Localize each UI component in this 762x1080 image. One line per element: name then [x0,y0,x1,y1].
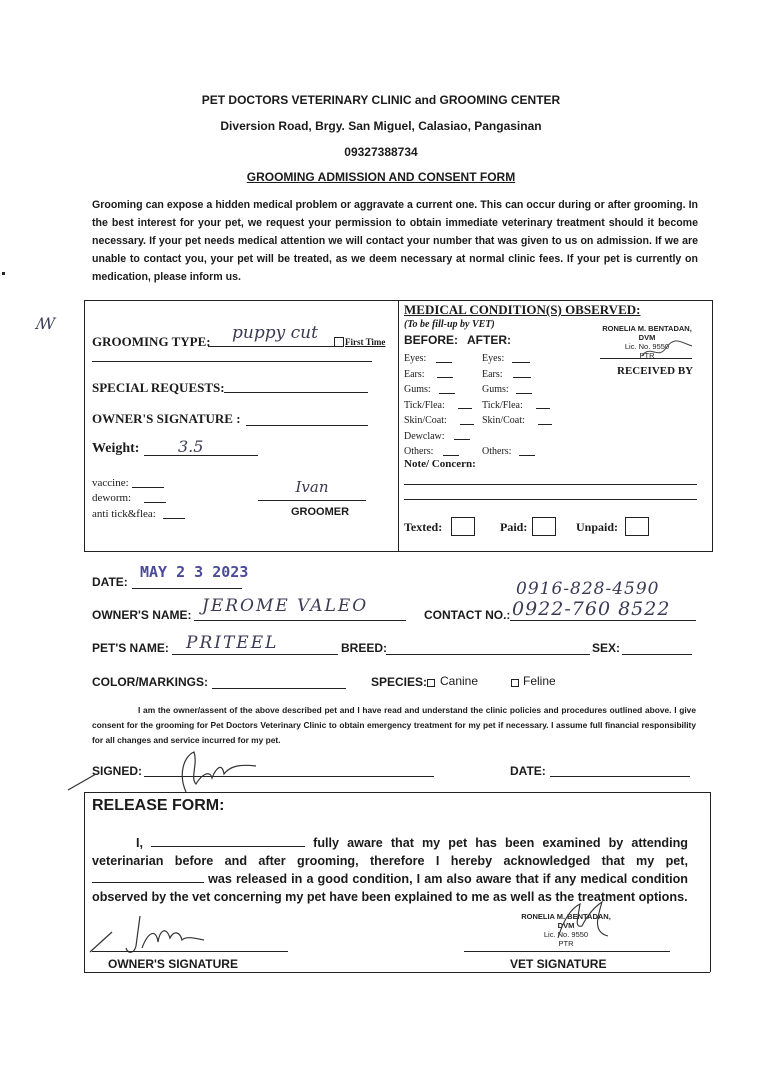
release-name-field[interactable] [151,834,305,847]
after-list [482,351,525,460]
clinic-address: Diversion Road, Brgy. San Miguel, Calasiao, Pangasinan [220,119,542,133]
after-ears-field[interactable] [513,377,531,378]
release-pet-field[interactable] [92,870,204,883]
owner-name-value: JEROME VALEO [202,596,369,616]
note-label: Note/ Concern: [404,458,476,470]
clinic-phone: 09327388734 [344,145,418,159]
after-item: Ears: [482,368,503,380]
received-by-line[interactable] [600,358,692,359]
before-others-field[interactable] [443,455,459,456]
paid-checkbox[interactable] [532,517,556,536]
before-list [404,351,447,460]
after-gums-field[interactable] [516,393,532,394]
medical-subtitle: (To be fill-up by VET) [404,319,495,330]
contact-value-1: 0916-828-4590 [516,579,660,599]
vaccine-field[interactable] [132,487,164,488]
before-item: Ears: [404,368,425,380]
before-eyes-field[interactable] [436,362,452,363]
feline-label: Feline [523,674,556,688]
unpaid-checkbox[interactable] [625,517,649,536]
color-markings-field[interactable] [212,688,346,689]
date-field[interactable] [132,588,242,589]
release-owner-signature-mark [86,912,216,956]
release-text-3: was released in a good condition, I am also aware that if any medical condition observed by the vet concerning my pet have been explained to me as well as the treatment options. [92,872,688,904]
owner-name-field[interactable] [194,620,406,621]
before-gums-field[interactable] [439,393,455,394]
after-item: Tick/Flea: [482,399,523,411]
release-right-border [710,792,711,972]
release-owner-signature-line[interactable] [92,951,288,952]
note-line-2[interactable] [404,499,697,500]
after-eyes-field[interactable] [512,362,530,363]
canine-checkbox[interactable] [427,679,435,687]
release-stamp-lic: Lic. No. 9550 [543,930,589,939]
after-skin-field[interactable] [538,424,552,425]
release-vet-signature-line[interactable] [464,951,670,952]
consent-paragraph: I am the owner/assent of the above described pet and I have read and understand the clinic policies and procedures outlined above. I give consent for the grooming for Pet Doctors Veterinary Clinic to obtain emergency treatment for my pet if necessary. I assume full financial responsibility for all changes and service incurred for my pet. [92,705,696,745]
date-label: DATE: [92,575,128,589]
antitick-field[interactable] [163,518,185,519]
date2-label: DATE: [510,764,546,778]
signed-label: SIGNED: [92,764,143,778]
after-others-field[interactable] [519,455,535,456]
date2-field[interactable] [550,776,690,777]
after-item: Eyes: [482,353,505,364]
vaccine-label: vaccine: [92,477,129,489]
before-item: Eyes: [404,353,427,364]
stamp-ptr: PTR [639,351,655,360]
clinic-name: PET DOCTORS VETERINARY CLINIC and GROOMING CENTER [201,93,561,107]
release-owner-signature-label: OWNER'S SIGNATURE [108,957,238,971]
groomer-field[interactable] [258,500,366,501]
intro-paragraph: Grooming can expose a hidden medical problem or aggravate a current one. This can occur during or after grooming. In the best interest for your pet, we request your permission to obtain immediate veterinary treatment should it become necessary. If your pet needs medical attention we will contact your number that was given to us on admission. If we are unable to contact you, your pet will be treated, as we deem necessary at normal clinic fees. If your pet is currently on medication, please inform us. [92,199,698,283]
texted-label: Texted: [404,520,443,534]
weight-label: Weight: [92,441,140,456]
received-by-label: RECEIVED BY [617,365,694,377]
before-item: Others: [404,446,434,457]
release-top-border [84,792,710,793]
release-stamp-name: RONELIA M. BENTADAN, DVM [521,912,611,930]
texted-checkbox[interactable] [451,517,475,536]
pet-name-field[interactable] [172,654,338,655]
note-line-1[interactable] [404,484,697,485]
groomer-value: Ivan [295,478,329,496]
unpaid-label: Unpaid: [576,520,619,534]
first-time-checkbox[interactable] [334,337,344,347]
special-requests-field[interactable] [224,392,368,393]
after-item: Skin/Coat: [482,415,525,426]
pet-name-label: PET'S NAME: [92,641,169,655]
release-vet-signature-mark [552,898,614,946]
medical-title: MEDICAL CONDITION(S) OBSERVED: [404,302,641,317]
contact-value-2: 0922-760 8522 [512,598,671,620]
before-label: BEFORE: [404,333,458,347]
grooming-type-label: GROOMING TYPE: [92,334,211,349]
pet-name-value: PRITEEL [186,633,279,653]
owner-name-label: OWNER'S NAME: [92,608,192,622]
date-stamp-value: MAY 2 3 2023 [140,563,249,581]
paid-label: Paid: [500,520,528,534]
release-text-2: fully aware that my pet has been examined by attending veterinarian before and after grooming, therefore I hereby acknowledged that my pet, [92,836,688,868]
before-item: Gums: [404,384,431,395]
deworm-field[interactable] [144,502,166,503]
stamp-lic: Lic. No. 9550 [624,342,670,351]
stamp-name: RONELIA M. BENTADAN, DVM [602,324,692,342]
canine-label: Canine [440,674,479,688]
grooming-type-value: puppy cut [232,323,318,343]
special-requests-label: SPECIAL REQUESTS: [92,380,225,395]
owner-signature-label: OWNER'S SIGNATURE : [92,411,241,426]
antitick-label: anti tick&flea: [92,508,156,520]
before-item: Dewclaw: [404,430,445,442]
after-label: AFTER: [467,333,511,347]
before-ears-field[interactable] [437,377,453,378]
grooming-type-field[interactable] [208,346,336,347]
sex-field[interactable] [622,654,692,655]
release-paragraph [92,834,688,906]
after-item: Gums: [482,384,509,395]
first-time-label: First Time [345,337,386,347]
before-item: Skin/Coat: [404,415,447,426]
release-vet-signature-label: VET SIGNATURE [510,957,607,971]
feline-checkbox[interactable] [511,679,519,687]
after-item: Others: [482,446,512,457]
release-title: RELEASE FORM: [92,797,225,814]
before-tick-field[interactable] [458,408,472,409]
after-tick-field[interactable] [536,408,550,409]
color-markings-label: COLOR/MARKINGS: [92,675,208,689]
grooming-type-line-2[interactable] [92,361,372,362]
breed-label: BREED: [341,641,388,655]
deworm-label: deworm: [92,492,132,504]
owner-signature-field[interactable] [246,425,368,426]
before-skin-field[interactable] [460,424,474,425]
release-text-1: I, [136,836,143,850]
scan-dot [2,272,5,275]
groomer-label: GROOMER [290,506,350,518]
form-title: GROOMING ADMISSION AND CONSENT FORM [246,170,516,184]
release-stamp-ptr: PTR [558,939,574,948]
owner-signature-mark [60,744,270,796]
sex-label: SEX: [592,641,621,655]
before-item: Tick/Flea: [404,399,445,411]
before-dewclaw-field[interactable] [454,439,470,440]
breed-field[interactable] [386,654,590,655]
contact-field[interactable] [510,620,696,621]
release-bottom-border [84,972,710,973]
margin-note: ꟿ [36,314,56,333]
contact-label: CONTACT NO.: [424,608,511,622]
species-label: SPECIES: [371,675,428,689]
release-left-border [84,792,85,972]
weight-value: 3.5 [178,437,204,456]
